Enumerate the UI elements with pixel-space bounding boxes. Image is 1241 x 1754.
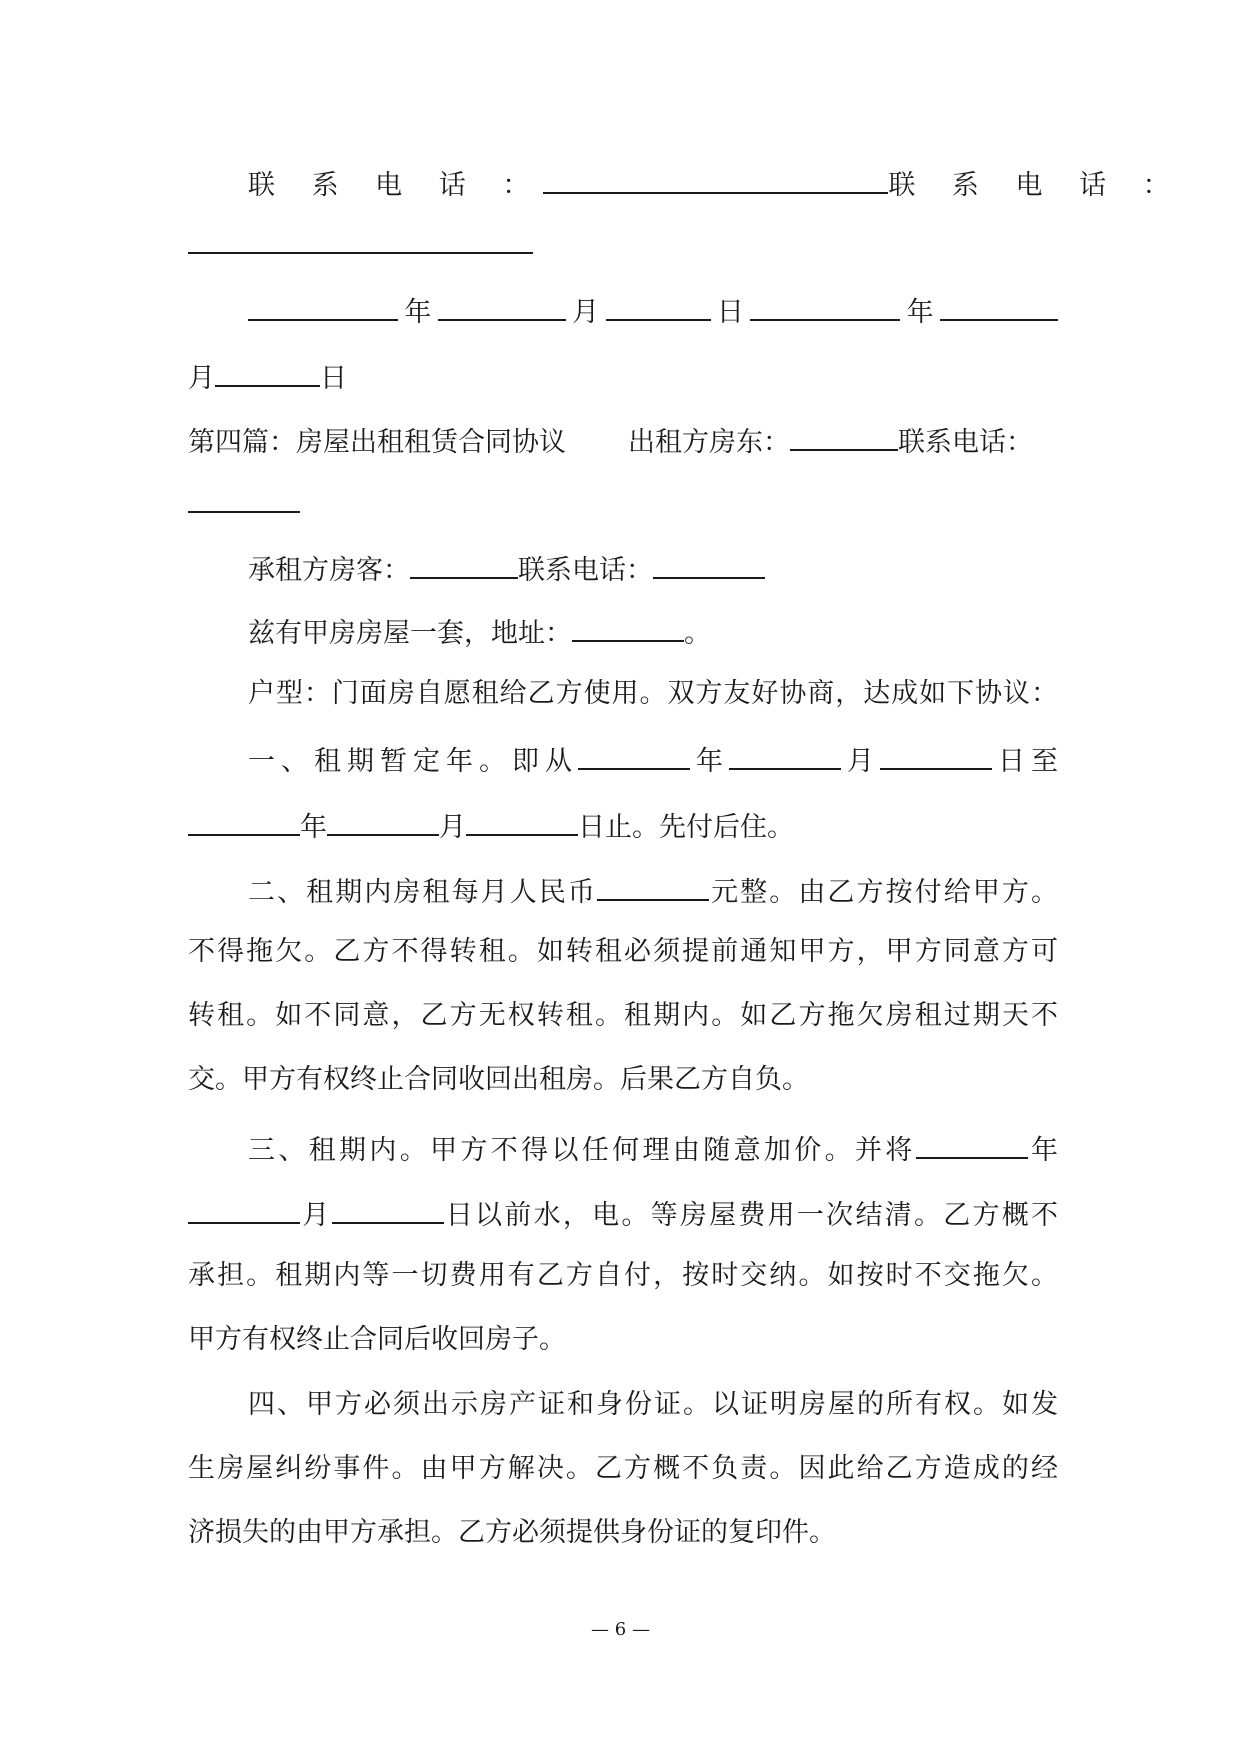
contact-phone-continuation bbox=[188, 222, 1058, 262]
date-row bbox=[248, 289, 1058, 329]
address-prefix: 兹有甲房房屋一套，地址： bbox=[248, 618, 572, 649]
blank-field bbox=[410, 547, 518, 579]
clause1-month: 月 bbox=[841, 746, 880, 777]
clause3-line4-text: 甲方有权终止合同后收回房子。 bbox=[188, 1324, 566, 1355]
contact-phone-row bbox=[248, 162, 1184, 202]
page-number: — 6 — bbox=[591, 1619, 650, 1640]
landlord-phone-label: 联系电话： bbox=[898, 427, 1033, 458]
clause1-line2-year: 年 bbox=[300, 812, 327, 843]
tenant-row bbox=[248, 547, 1058, 587]
section-title-row bbox=[188, 419, 1058, 459]
blank-field bbox=[248, 289, 398, 321]
tenant-label: 承租方房客： bbox=[248, 555, 410, 586]
clause4-line1 bbox=[248, 1385, 1058, 1425]
blank-field bbox=[188, 222, 533, 254]
clause1-line2-end: 日止。先付后住。 bbox=[578, 812, 794, 843]
contact-phone-label-left: 联 系 电 话 ： bbox=[248, 170, 544, 201]
clause2-line4 bbox=[188, 1060, 1058, 1100]
blank-field bbox=[327, 804, 439, 836]
clause3-line1 bbox=[248, 1127, 1058, 1167]
clause2-line2-text: 不得拖欠。乙方不得转租。如转租必须提前通知甲方，甲方同意方可 bbox=[188, 936, 1058, 967]
blank-field bbox=[572, 610, 684, 642]
clause4-line2-text: 生房屋纠纷事件。由甲方解决。乙方概不负责。因此给乙方造成的经 bbox=[188, 1453, 1058, 1484]
blank-field bbox=[729, 738, 841, 770]
clause4-line3 bbox=[188, 1513, 1058, 1553]
clause3-line4 bbox=[188, 1320, 1058, 1360]
clause3-line2-month: 月 bbox=[300, 1200, 332, 1231]
day-label: 日 bbox=[710, 297, 751, 328]
landlord-phone-continuation bbox=[188, 481, 1058, 521]
clause3-year: 年 bbox=[1027, 1135, 1059, 1166]
blank-field bbox=[653, 547, 765, 579]
clause3-line3 bbox=[188, 1256, 1058, 1296]
clause3-line3-text: 承担。租期内等一切费用有乙方自付，按时交纳。如按时不交拖欠。 bbox=[188, 1260, 1058, 1291]
day-label: 日 bbox=[320, 363, 347, 394]
year-label: 年 bbox=[900, 297, 940, 328]
clause1-line2-month: 月 bbox=[439, 812, 466, 843]
blank-field bbox=[438, 289, 566, 321]
blank-field bbox=[188, 481, 300, 513]
tenant-phone-label: 联系电话： bbox=[518, 555, 653, 586]
blank-field bbox=[466, 804, 578, 836]
clause4-line1-text: 四、甲方必须出示房产证和身份证。以证明房屋的所有权。如发 bbox=[248, 1389, 1058, 1420]
blank-field bbox=[188, 1192, 300, 1224]
blank-field bbox=[188, 804, 300, 836]
blank-field bbox=[750, 289, 900, 321]
blank-field bbox=[597, 869, 709, 901]
blank-field bbox=[606, 289, 711, 321]
clause2-line1 bbox=[248, 869, 1058, 909]
blank-field bbox=[790, 419, 898, 451]
clause3-line2 bbox=[188, 1192, 1058, 1232]
contact-phone-label-right: 联 系 电 话 ： bbox=[888, 170, 1184, 201]
address-row bbox=[248, 610, 1058, 650]
type-text: 户型：门面房自愿租给乙方使用。双方友好协商，达成如下协议： bbox=[248, 678, 1058, 709]
blank-field bbox=[215, 355, 320, 387]
clause2-line4-text: 交。甲方有权终止合同收回出租房。后果乙方自负。 bbox=[188, 1064, 809, 1095]
clause1-day-to: 日至 bbox=[992, 746, 1058, 777]
blank-field bbox=[880, 738, 992, 770]
blank-field bbox=[916, 1127, 1028, 1159]
clause2-prefix: 二、租期内房租每月人民币 bbox=[248, 877, 597, 908]
month-label: 月 bbox=[565, 297, 606, 328]
clause2-suffix: 元整。由乙方按付给甲方。 bbox=[709, 877, 1058, 908]
clause1-prefix: 一、租期暂定年。即从 bbox=[248, 746, 578, 777]
blank-field bbox=[332, 1192, 444, 1224]
clause3-prefix: 三、租期内。甲方不得以任何理由随意加价。并将 bbox=[248, 1135, 916, 1166]
section-title: 第四篇：房屋出租租赁合同协议 bbox=[188, 427, 566, 458]
blank-field bbox=[543, 162, 888, 194]
month-label: 月 bbox=[188, 363, 215, 394]
clause1-line1 bbox=[248, 738, 1058, 778]
clause2-line2 bbox=[188, 932, 1058, 972]
type-row bbox=[248, 674, 1058, 714]
date-row-continuation bbox=[188, 355, 1058, 395]
address-suffix: 。 bbox=[684, 618, 711, 649]
landlord-label: 出租方房东： bbox=[628, 427, 790, 458]
clause3-line2-rest: 日以前水，电。等房屋费用一次结清。乙方概不 bbox=[443, 1200, 1059, 1231]
blank-field bbox=[940, 289, 1058, 321]
blank-field bbox=[578, 738, 690, 770]
clause2-line3-text: 转租。如不同意，乙方无权转租。租期内。如乙方拖欠房租过期天不 bbox=[188, 1000, 1058, 1031]
clause1-line2 bbox=[188, 804, 1058, 844]
year-label: 年 bbox=[398, 297, 438, 328]
clause2-line3 bbox=[188, 996, 1058, 1036]
clause1-year: 年 bbox=[690, 746, 729, 777]
clause4-line2 bbox=[188, 1449, 1058, 1489]
clause4-line3-text: 济损失的由甲方承担。乙方必须提供身份证的复印件。 bbox=[188, 1517, 836, 1548]
